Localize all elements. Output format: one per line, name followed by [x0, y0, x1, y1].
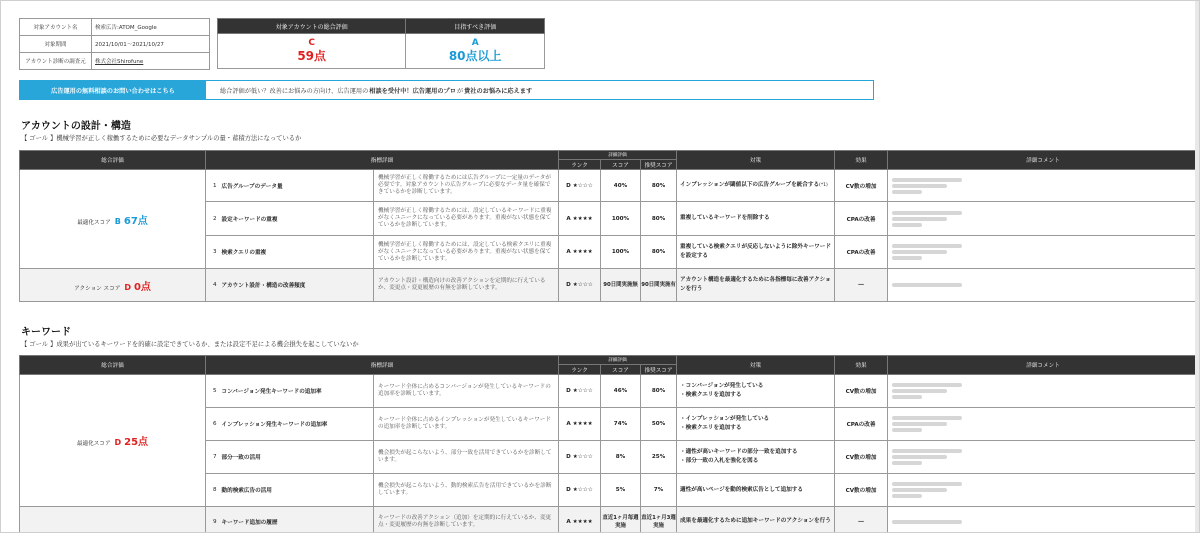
overall-score-cell [20, 507, 206, 533]
target-rating-cell [406, 34, 545, 69]
effect-cell: CPAの改善 [835, 236, 888, 269]
redacted-text [892, 283, 962, 287]
rank-stars: ★☆☆☆ [572, 282, 593, 288]
effect-cell: CV数の増加 [835, 170, 888, 202]
comment-cell-redacted [888, 236, 1199, 269]
rank-stars: ★☆☆☆ [572, 388, 593, 394]
recommended-cell: 50% [641, 408, 677, 441]
effect-cell: CV数の増加 [835, 474, 888, 507]
detail-eval-header: 詳細評価 [559, 151, 677, 160]
recommended-cell: 90日間実施有 [641, 269, 677, 302]
recommended-cell: 80% [641, 170, 677, 202]
comment-cell-redacted [888, 408, 1199, 441]
score-label: 最適化スコア [77, 219, 111, 226]
indicator-name: アカウント設計・構造の改善頻度 [220, 269, 374, 302]
score-cell: 90日間実施無 [601, 269, 641, 302]
indicator-name: 検索クエリの重複 [220, 236, 374, 269]
rank-stars: ★★★★ [572, 249, 593, 255]
rank-header: ランク [559, 365, 601, 375]
redacted-text [892, 223, 922, 227]
indicator-name: インプレッション発生キーワードの追加率 [220, 408, 374, 441]
rank-grade: D [566, 454, 571, 460]
overall-score-cell [20, 269, 206, 302]
measure-cell [677, 375, 835, 408]
score-value: 67点 [123, 215, 148, 227]
row-number: 6 [206, 408, 220, 441]
rank-stars: ★★★★ [572, 518, 593, 525]
banner-bold-1: 相談を受付中！広告運用のプロ [369, 87, 456, 95]
rank-stars: ★★★★ [572, 421, 593, 427]
measure-cell [677, 441, 835, 474]
measure-header: 対策 [677, 356, 835, 375]
target-grade: A [471, 38, 479, 48]
rank-grade: A [566, 421, 571, 427]
redacted-text [892, 256, 922, 260]
measure-text: 成果を最適化するために追加キーワードのアクションを行う [680, 518, 831, 524]
rank-cell [559, 236, 601, 269]
design-structure-table [19, 150, 1199, 302]
indicator-description: 機会損失が起こらないよう、動的検索広告を活用できているかを診断しています。 [374, 474, 559, 507]
measure-cell [677, 507, 835, 533]
row-number: 1 [206, 170, 220, 202]
row-number: 8 [206, 474, 220, 507]
keyword-table [19, 355, 1199, 533]
redacted-text [892, 178, 962, 182]
indicator-description: アカウント設計・構造向けの改善アクションを定期的に行えているか、変更点・変更履歴の有無を診断しています。 [374, 269, 559, 302]
comment-cell-redacted [888, 441, 1199, 474]
measure-cell [677, 474, 835, 507]
rank-stars: ★☆☆☆ [572, 454, 593, 460]
banner-bold-2: 貴社のお悩みに応えます [464, 87, 533, 95]
period-key: 対象期間 [20, 36, 92, 53]
redacted-text [892, 184, 947, 188]
indicator-description: 機械学習が正しく稼働するためには、設定しているキーワードに重複がなくユニークになっている必要があります。重複がない状態を保てているかを診断しています。 [374, 202, 559, 236]
redacted-text [892, 520, 962, 524]
rank-grade: D [566, 487, 571, 493]
row-number: 9 [206, 507, 220, 533]
recommended-header: 推奨スコア [641, 365, 677, 375]
banner-message [206, 81, 533, 99]
indicator-name: 動的検索広告の活用 [220, 474, 374, 507]
recommended-header: 推奨スコア [641, 160, 677, 170]
target-rating-header: 目指すべき評価 [406, 19, 545, 34]
section-goal: 【 ゴール 】成果が出ているキーワードを的確に設定できているか、または設定不足による機会損失を起こしていないか [21, 341, 359, 348]
effect-cell: ― [835, 269, 888, 302]
current-score: 59点 [297, 49, 327, 63]
comment-header: 詳細コメント [888, 151, 1199, 170]
section-title: アカウントの設計・構造 [21, 121, 131, 132]
comment-header: 詳細コメント [888, 356, 1199, 375]
indicator-name: コンバージョン発生キーワードの追加率 [220, 375, 374, 408]
source-key: アカウント診断の調査元 [20, 53, 92, 70]
score-cell: 100% [601, 202, 641, 236]
redacted-text [892, 461, 922, 465]
indicator-description: キーワード全体に占めるコンバージョンが発生しているキーワードの追加率を診断しています。 [374, 375, 559, 408]
report-page [3, 3, 1197, 532]
effect-cell: ― [835, 507, 888, 533]
current-grade: C [308, 38, 315, 48]
consultation-button[interactable]: 広告運用の無料相談のお問い合わせはこちら [20, 81, 206, 99]
row-number: 5 [206, 375, 220, 408]
rank-cell [559, 408, 601, 441]
row-number: 2 [206, 202, 220, 236]
rank-grade: D [566, 282, 571, 288]
rank-stars: ★☆☆☆ [572, 487, 593, 493]
account-value: 検索広告:ATOM_Google [92, 19, 210, 36]
score-value: 25点 [124, 437, 149, 448]
banner-text-2: が [456, 87, 464, 95]
indicator-description: 機械学習が正しく稼働するためには広告グループに一定量のデータが必要です。対象アカウントの広告グループに必要なデータ量を確保できているかを診断しています。 [374, 170, 559, 202]
measure-text: ・インプレッションが発生している ・検索クエリを追加する [680, 416, 770, 431]
rank-cell [559, 170, 601, 202]
rank-grade: D [566, 182, 571, 189]
comment-cell-redacted [888, 507, 1199, 533]
score-cell: 5% [601, 474, 641, 507]
table-row [20, 507, 1199, 533]
row-number: 3 [206, 236, 220, 269]
row-number: 7 [206, 441, 220, 474]
score-cell: 100% [601, 236, 641, 269]
account-key: 対象アカウント名 [20, 19, 92, 36]
score-cell: 8% [601, 441, 641, 474]
banner-text-1: 総合評価が低い？改善にお悩みの方向け、広告運用の [220, 87, 369, 95]
overall-score-cell [20, 375, 206, 507]
measure-cell [677, 202, 835, 236]
rating-table [217, 18, 545, 69]
effect-cell: CPAの改善 [835, 202, 888, 236]
effect-cell: CPAの改善 [835, 408, 888, 441]
score-cell: 直近1ヶ月毎週実施 [601, 507, 641, 533]
rank-cell [559, 202, 601, 236]
measure-cell [677, 236, 835, 269]
effect-header: 効果 [835, 151, 888, 170]
rank-stars: ★★★★ [572, 215, 593, 222]
redacted-text [892, 250, 947, 254]
recommended-cell: 直近1ヶ月3週実施 [641, 507, 677, 533]
score-grade: D [114, 438, 122, 447]
score-label: アクション スコア [74, 285, 121, 292]
redacted-text [892, 383, 962, 387]
redacted-text [892, 395, 922, 399]
overall-header: 総合評価 [20, 356, 206, 375]
measure-text: 適性が高いページを動的検索広告として追加する [680, 486, 803, 493]
rank-grade: A [566, 249, 571, 255]
table-row [20, 170, 1199, 202]
period-value: 2021/10/01〜2021/10/27 [92, 36, 210, 53]
rank-cell [559, 441, 601, 474]
recommended-cell: 80% [641, 202, 677, 236]
source-row [20, 53, 210, 70]
rank-cell [559, 507, 601, 533]
measure-cell [677, 170, 835, 202]
redacted-text [892, 422, 947, 426]
account-row [20, 19, 210, 36]
indicator-header: 指標詳細 [206, 151, 559, 170]
row-number: 4 [206, 269, 220, 302]
comment-cell-redacted [888, 170, 1199, 202]
measure-text: インプレッションが閾値以下の広告グループを統合する [680, 182, 820, 188]
overall-score-cell [20, 170, 206, 269]
measure-text: ・コンバージョンが発生している ・検索クエリを追加する [680, 383, 764, 398]
measure-text: ・適性が高いキーワードの部分一致を追加する ・部分一致の入札を強化を図る [680, 449, 798, 464]
comment-cell-redacted [888, 202, 1199, 236]
rank-grade: A [566, 215, 571, 222]
current-rating-header: 対象アカウントの総合評価 [218, 19, 406, 34]
indicator-name: 設定キーワードの重複 [220, 202, 374, 236]
redacted-text [892, 449, 962, 453]
effect-header: 効果 [835, 356, 888, 375]
measure-text: 重複している検索クエリが反応しないように除外キーワードを設定する [680, 244, 831, 259]
indicator-description: キーワードの改善アクション（追加）を定期的に行えているか、変更点・変更履歴の有無を診断しています。 [374, 507, 559, 533]
period-row [20, 36, 210, 53]
redacted-text [892, 494, 922, 498]
redacted-text [892, 455, 947, 459]
section-goal: 【 ゴール 】機械学習が正しく稼働するために必要なデータサンプルの量・蓄積方法になっているか [21, 135, 302, 142]
score-cell: 74% [601, 408, 641, 441]
measure-text: 重複しているキーワードを削除する [680, 215, 770, 221]
indicator-header: 指標詳細 [206, 356, 559, 375]
rank-header: ランク [559, 160, 601, 170]
indicator-description: 機会損失が起こらないよう、部分一致を活用できているかを診断しています。 [374, 441, 559, 474]
rank-grade: D [566, 388, 571, 394]
indicator-description: 機械学習が正しく稼働するためには、設定している検索クエリに重複がなくユニークになっている必要があります。重複がない状態を保てているかを診断しています。 [374, 236, 559, 269]
redacted-text [892, 482, 962, 486]
redacted-text [892, 211, 962, 215]
measure-cell [677, 269, 835, 302]
comment-cell-redacted [888, 269, 1199, 302]
indicator-name: 広告グループのデータ量 [220, 170, 374, 202]
effect-cell: CV数の増加 [835, 375, 888, 408]
score-label: 最適化スコア [76, 441, 111, 447]
recommended-cell: 80% [641, 375, 677, 408]
redacted-text [892, 428, 922, 432]
consultation-banner [19, 80, 874, 100]
recommended-cell: 25% [641, 441, 677, 474]
measure-header: 対策 [677, 151, 835, 170]
table-row [20, 375, 1199, 408]
indicator-name: 部分一致の活用 [220, 441, 374, 474]
scrollbar-track[interactable] [1195, 1, 1199, 533]
effect-cell: CV数の増加 [835, 441, 888, 474]
target-score: 80点以上 [448, 49, 502, 63]
recommended-cell: 80% [641, 236, 677, 269]
score-grade: B [114, 216, 121, 226]
recommended-cell: 7% [641, 474, 677, 507]
current-rating-cell [218, 34, 406, 69]
redacted-text [892, 416, 962, 420]
comment-cell-redacted [888, 474, 1199, 507]
score-value: 0点 [133, 281, 151, 293]
rank-grade: A [566, 518, 571, 525]
redacted-text [892, 190, 922, 194]
comment-cell-redacted [888, 375, 1199, 408]
score-cell: 40% [601, 170, 641, 202]
overall-header: 総合評価 [20, 151, 206, 170]
score-header: スコア [601, 365, 641, 375]
score-header: スコア [601, 160, 641, 170]
rank-cell [559, 269, 601, 302]
rank-stars: ★☆☆☆ [572, 182, 593, 189]
redacted-text [892, 488, 947, 492]
measure-cell [677, 408, 835, 441]
indicator-description: キーワード全体に占めるインプレッションが発生しているキーワードの追加率を診断しています。 [374, 408, 559, 441]
table-row [20, 269, 1199, 302]
score-cell: 46% [601, 375, 641, 408]
detail-eval-header: 詳細評価 [559, 356, 677, 365]
source-link[interactable]: 株式会社Shirofune [92, 53, 210, 70]
section-title: キーワード [21, 327, 71, 338]
rank-cell [559, 474, 601, 507]
redacted-text [892, 244, 962, 248]
measure-text: アカウント構造を最適化するために各指標毎に改善アクションを行う [680, 277, 831, 292]
redacted-text [892, 217, 947, 221]
indicator-name: キーワード追加の履歴 [220, 507, 374, 533]
redacted-text [892, 389, 947, 393]
score-grade: D [124, 282, 131, 292]
measure-note: (*1) [819, 183, 828, 188]
rank-cell [559, 375, 601, 408]
account-info-table [19, 18, 210, 70]
